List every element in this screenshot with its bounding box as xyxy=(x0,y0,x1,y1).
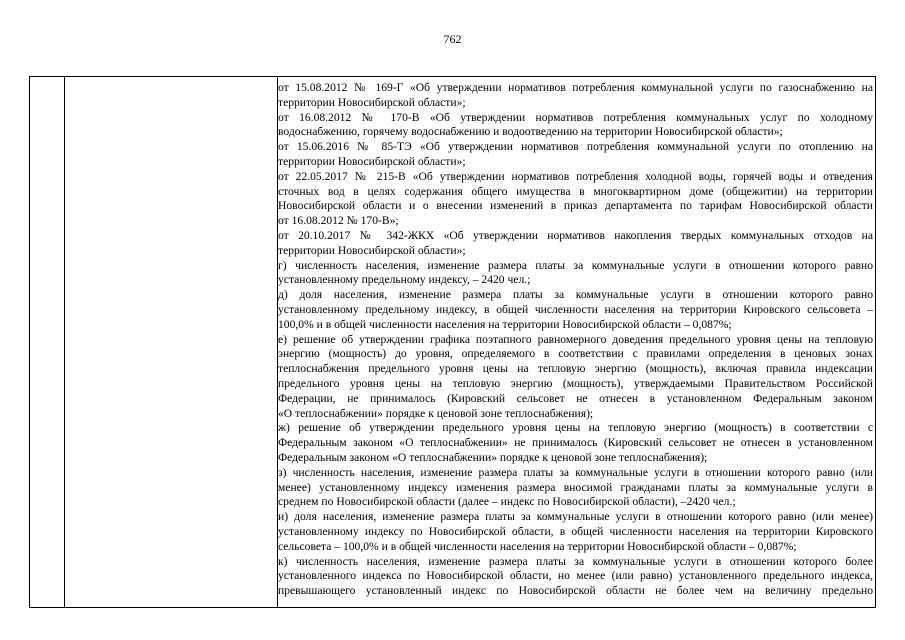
text-line: Федеральным законом «О теплоснабжении» порядке к ценовой зоне теплоснабжения); xyxy=(278,450,708,464)
text-line: территории Новосибирской области»; xyxy=(278,154,466,168)
text-line: территории Новосибирской области»; xyxy=(278,95,466,109)
table-column-name xyxy=(65,77,278,607)
text-line: Федерации, не принималось (Кировский сельсовет не отнесен в установленном Федеральным законом xyxy=(278,391,873,405)
text-line: е) решение об утверждении графика поэтапного равномерного доведения предельного уровня цены на тепловую xyxy=(278,332,873,346)
text-line: территории Новосибирской области»; xyxy=(278,243,466,257)
text-line: ж) решение об утверждении предельного уровня цены на тепловую энергию (мощность) в соответствии с xyxy=(278,421,873,435)
text-line: от 22.05.2017 № 215-В «Об утверждении нормативов потребления холодной воды, горячей воды и отведения xyxy=(278,169,873,183)
text-line: от 15.06.2016 № 85-ТЭ «Об утверждении нормативов потребления коммунальной услуги по отоплению на xyxy=(278,140,873,154)
text-line: менее) установленному индексу изменения размера вносимой гражданами платы за коммунальные услуги в xyxy=(278,480,873,494)
text-line: д) доля населения, изменение размера платы за коммунальные услуги в отношении которого равно xyxy=(278,288,873,302)
text-line: среднем по Новосибирской области (далее – индекс по Новосибирской области), –2420 чел.; xyxy=(278,495,736,509)
text-line: превышающего установленный индекс по Новосибирской области не более чем на величину предельно xyxy=(278,584,873,598)
text-line: установленному предельному индексу, в общей численности населения на территории Кировского сельсовета – xyxy=(278,302,873,316)
text-line: «О теплоснабжении» порядке к ценовой зоне теплоснабжения); xyxy=(278,406,594,420)
table-column-number xyxy=(30,77,65,607)
text-line: от 15.08.2012 № 169-Г «Об утверждении нормативов потребления коммунальной услуги по газоснабжению на xyxy=(278,81,873,94)
text-line: сточных вод в целях содержания общего имущества в многоквартирном доме (общежитии) на территории xyxy=(278,184,873,198)
text-line: 100,0% и в общей численности населения на территории Новосибирской области – 0,087%; xyxy=(278,317,732,331)
text-line: к) численность населения, изменение размера платы за коммунальные услуги в отношении которого более xyxy=(278,554,873,568)
document-table xyxy=(29,76,876,608)
text-line: Новосибирской области и о внесении изменений в приказ департамента по тарифам Новосибирской области xyxy=(278,199,873,213)
page-number: 762 xyxy=(443,32,462,46)
text-line: установленному индексу по Новосибирской области, в общей численности населения на территории Кировского xyxy=(278,524,873,538)
table-cell-content xyxy=(278,81,873,608)
text-line: и) доля населения, изменение размера платы за коммунальные услуги в отношении которого равно (или менее) xyxy=(278,510,873,524)
text-line: водоснабжению, горячему водоснабжению и водоотведению на территории Новосибирской области»; xyxy=(278,125,783,139)
text-line: от 20.10.2017 № 342-ЖКХ «Об утверждении нормативов накопления твердых коммунальных отходов на xyxy=(278,228,873,242)
text-line: от 16.08.2012 № 170-В»; xyxy=(278,214,399,228)
text-line: установленному предельному индексу, – 2420 чел.; xyxy=(278,273,531,287)
text-line: предельного уровня цены на тепловую энергию (мощность), утверждаемыми Правительством Российской xyxy=(278,376,873,390)
text-line: з) численность населения, изменение размера платы за коммунальные услуги в отношении которого равно (или xyxy=(278,465,873,479)
text-line: Федеральным законом «О теплоснабжении» не принималось (Кировский сельсовет не отнесен в установленном xyxy=(278,436,873,450)
text-line: энергию (мощность) до уровня, определяемого в соответствии с правилами определения в ценовых зонах xyxy=(278,347,873,361)
text-line: от 16.08.2012 № 170-В «Об утверждении нормативов потребления коммунальных услуг по холодному xyxy=(278,110,873,124)
text-line: г) численность населения, изменение размера платы за коммунальные услуги в отношении которого равно xyxy=(278,258,873,272)
text-line: теплоснабжения предельного уровня цены на тепловую энергию (мощность), включая правила индексации xyxy=(278,362,873,376)
text-line: установленного индекса по Новосибирской области, но менее (или равно) установленного предельного индекса, xyxy=(278,569,873,583)
text-line: сельсовета – 100,0% и в общей численности населения на территории Новосибирской области – 0,087%; xyxy=(278,539,797,553)
